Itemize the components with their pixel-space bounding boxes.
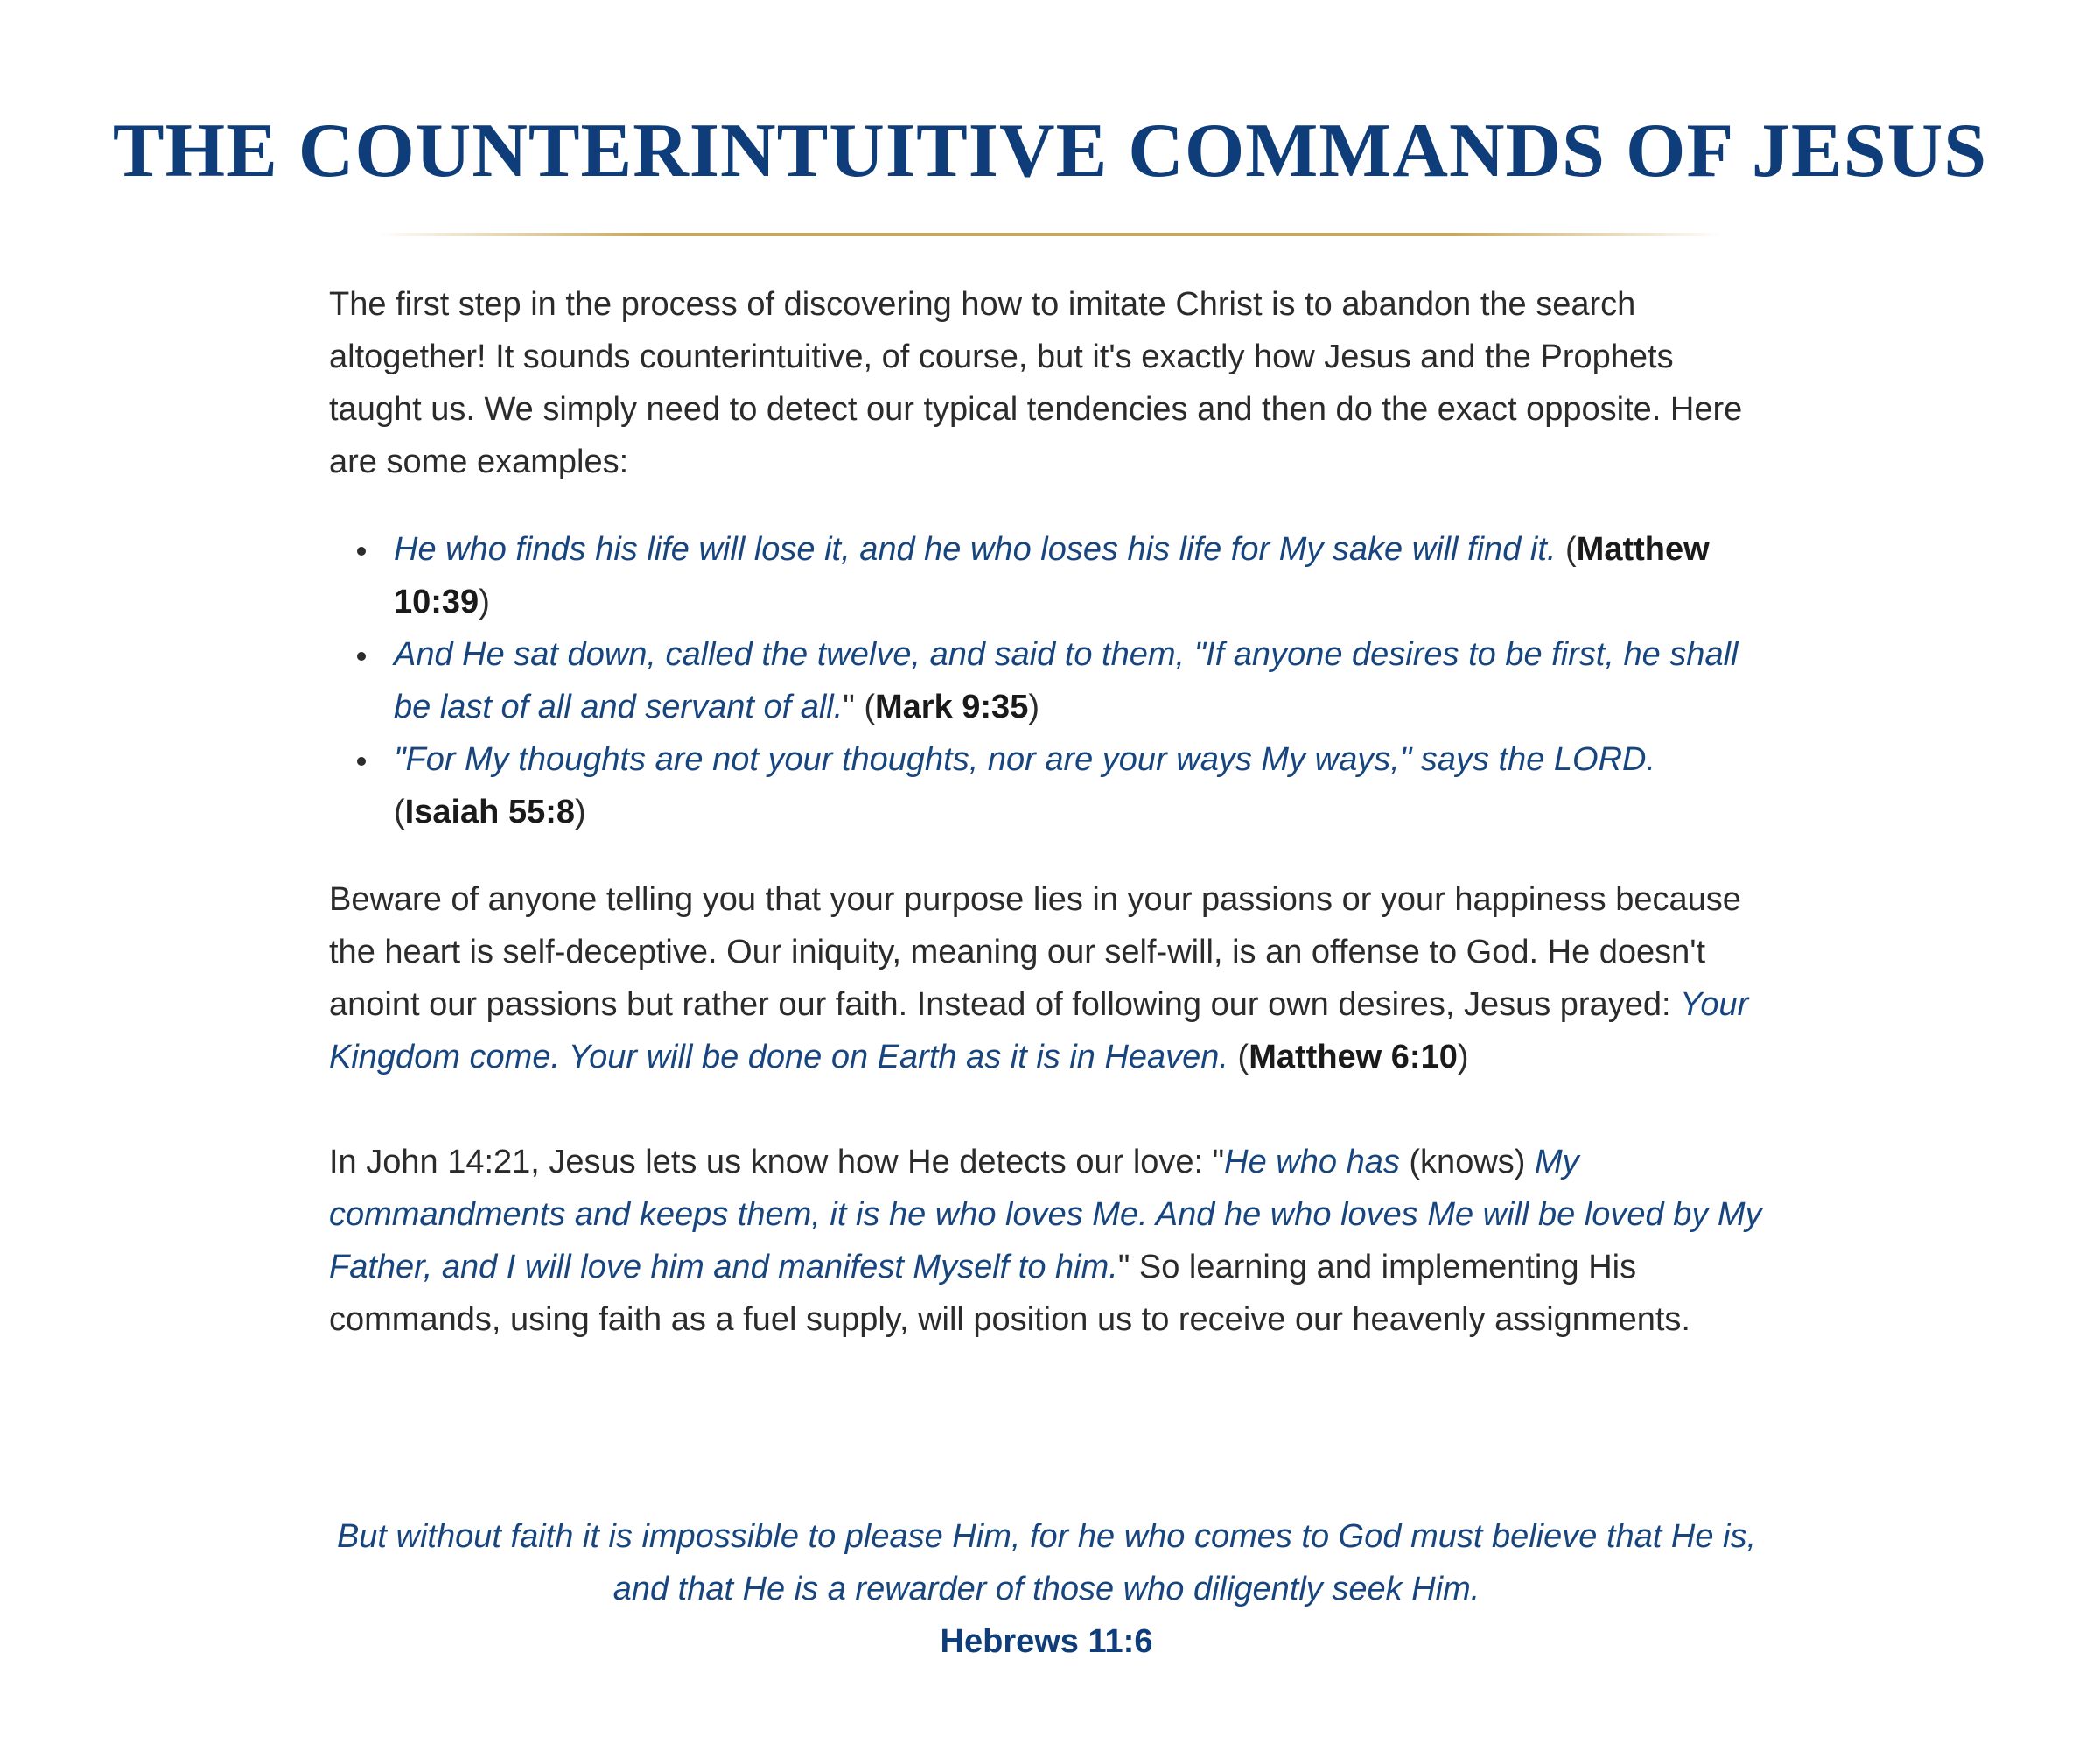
- purpose-paragraph: [329, 873, 1764, 1083]
- purpose-text: Beware of anyone telling you that your purpose lies in your passions or your happiness because the heart is self-deceptive. Our iniquity, meaning our self-will, is an offense to God. He doesn't anoint our passions but rather our faith. Instead of following our own desires, Jesus prayed:: [329, 881, 1741, 1023]
- closing-quote: But without faith it is impossible to please Him, for he who comes to God must believe that He is, and that He is a rewarder of those who diligently seek Him.: [336, 1518, 1757, 1607]
- list-item: [394, 733, 1764, 838]
- ref-close: ): [575, 794, 586, 830]
- scripture-quote: And He sat down, called the twelve, and said to them, "If anyone desires to be first, he shall be last of all and servant of all.: [394, 636, 1739, 725]
- scripture-quote: "For My thoughts are not your thoughts, nor are your ways My ways," says the LORD.: [394, 741, 1656, 778]
- scripture-reference: Mark 9:35: [875, 689, 1029, 725]
- scripture-reference: Matthew 10:39: [394, 531, 1710, 620]
- love-paragraph: [329, 1136, 1764, 1346]
- closing-verse: [329, 1510, 1764, 1668]
- aside-text: (knows): [1399, 1144, 1535, 1180]
- title-divider: [376, 233, 1724, 236]
- article-body: [329, 278, 1764, 1398]
- intro-paragraph: The first step in the process of discovering how to imitate Christ is to abandon the search altogether! It sounds counterintuitive, of course, but it's exactly how Jesus and the Prophets taught us. We simply need to detect our typical tendencies and then do the exact opposite. Here are some examples:: [329, 286, 1743, 480]
- ref-close: ): [1028, 689, 1040, 725]
- page-title: THE COUNTERINTUITIVE COMMANDS OF JESUS: [112, 108, 1988, 193]
- scripture-quote: My commandments and keeps them, it is he who loves Me. And he who loves Me will be loved by My Father, and I will love him and manifest Myself to him.: [329, 1144, 1762, 1285]
- love-tail-text: " So learning and implementing His commands, using faith as a fuel supply, will position us to receive our heavenly assignments.: [329, 1249, 1690, 1338]
- closing-reference: Hebrews 11:6: [940, 1623, 1153, 1660]
- scripture-quote: Your Kingdom come. Your will be done on Earth as it is in Heaven.: [329, 986, 1749, 1075]
- examples-list: [329, 523, 1764, 838]
- scripture-quote: He who has: [1224, 1144, 1400, 1180]
- love-lead-text: In John 14:21, Jesus lets us know how He detects our love: ": [329, 1144, 1225, 1180]
- list-item: [394, 628, 1764, 733]
- ref-open: (: [1228, 1039, 1250, 1075]
- ref-open: (: [394, 794, 405, 830]
- ref-close: ): [479, 584, 490, 620]
- scripture-reference: Isaiah 55:8: [404, 794, 575, 830]
- scripture-quote: He who finds his life will lose it, and he who loses his life for My sake will find it.: [394, 531, 1557, 568]
- ref-open: " (: [843, 689, 875, 725]
- ref-close: ): [1457, 1039, 1469, 1075]
- scripture-reference: Matthew 6:10: [1249, 1039, 1458, 1075]
- ref-open: (: [1556, 531, 1577, 568]
- list-item: [394, 523, 1764, 628]
